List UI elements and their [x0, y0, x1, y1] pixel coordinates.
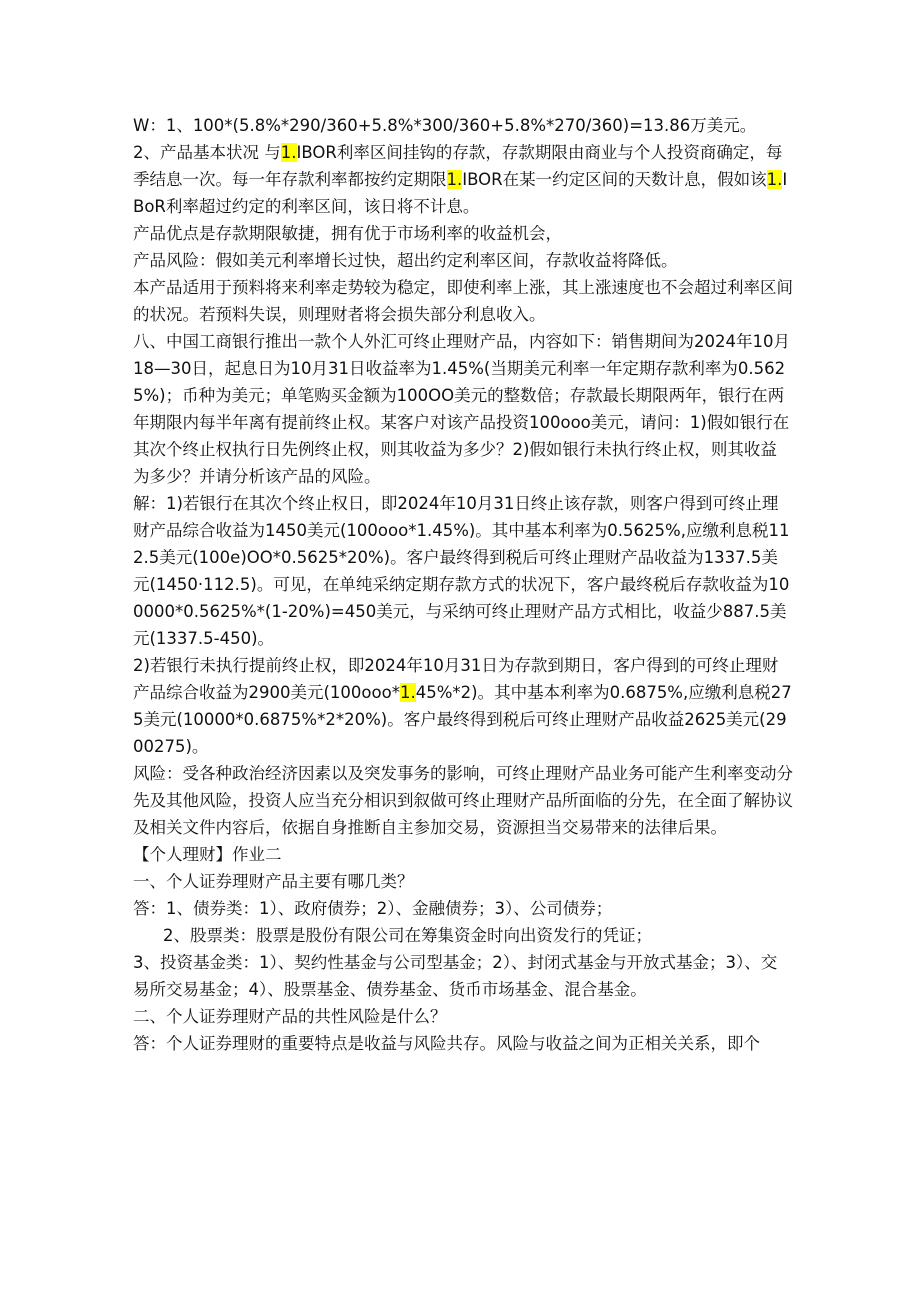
text-run: 2)若银行未执行提前终止权，即2024年10月31日为存款到期日，客户得到的可终止理财产品综合收益为2900美元(100ooo*	[133, 656, 779, 702]
text-run: 答：1、债券类：1）、政府债券；2）、金融债券；3）、公司债券；	[133, 899, 613, 918]
text-run: 一、个人证券理财产品主要有哪几类？	[133, 872, 414, 891]
highlighted-text: 1.	[280, 143, 297, 162]
text-run: 风险：受各种政治经济因素以及突发事务的影响，可终止理财产品业务可能产生利率变动分先及其他风险，投资人应当充分相识到叙做可终止理财产品所面临的分先，在全面了解协议及相关文件内容后，依据自身推断自主参加交易，资源担当交易带来的法律后果。	[133, 764, 793, 837]
text-run: 二、个人证券理财产品的共性风险是什么？	[133, 1007, 447, 1026]
text-run: IBOR利率区间挂钩的存款，存款期限由商业与个人投资商确定，每季结息一次。每一年存款利率都按约定期限	[133, 143, 783, 189]
text-run: 2、产品基本状况 与	[133, 143, 281, 162]
risk-analysis-paragraph	[133, 760, 793, 841]
question-eight-paragraph	[133, 328, 793, 490]
answer-stocks	[133, 922, 793, 949]
highlighted-text: 1.	[766, 170, 783, 189]
answer-funds	[133, 949, 793, 1003]
text-run: 产品优点是存款期限敏捷，拥有优于市场利率的收益机会，	[133, 224, 562, 243]
section-heading	[133, 841, 793, 868]
text-run: 八、中国工商银行推出一款个人外汇可终止理财产品，内容如下：销售期间为2024年10月18—30日，起息日为10月31日收益率为1.45%(当期美元利率一年定期存款利率为0.5625%)；币种为美元；单笔购买金额为100OO美元的整数倍；存款最长期限两年，银行在两年期限内每半年离有提前终止权。某客户对该产品投资100ooo美元，请问：1)假如银行在其次个终止权执行日先例终止权，则其收益为多少？2)假如银行未执行终止权，则其收益为多少？并请分析该产品的风险。	[133, 332, 790, 486]
answer-bonds	[133, 895, 793, 922]
document-body	[133, 112, 793, 1057]
highlighted-text: 1.	[446, 170, 463, 189]
text-run: 3、投资基金类：1）、契约性基金与公司型基金；2）、封闭式基金与开放式基金；3）、交易所交易基金；4）、股票基金、债券基金、货币市场基金、混合基金。	[133, 953, 778, 999]
text-run: IBOR在某一约定区间的天数计息，假如该	[462, 170, 767, 189]
solution-part-one-paragraph	[133, 490, 793, 652]
product-risk-paragraph	[133, 247, 793, 274]
answer-common-risk	[133, 1030, 793, 1057]
product-overview-paragraph	[133, 139, 793, 220]
solution-part-two-paragraph	[133, 652, 793, 760]
text-run: 本产品适用于预料将来利率走势较为稳定，即使利率上涨，其上涨速度也不会超过利率区间的状况。若预料失误，则理财者将会损失部分利息收入。	[133, 278, 793, 324]
text-run: 产品风险：假如美元利率增长过快，超出约定利率区间，存款收益将降低。	[133, 251, 678, 270]
highlighted-text: 1.	[399, 683, 416, 702]
answer-formula-line	[133, 112, 793, 139]
text-run: 答：个人证券理财的重要特点是收益与风险共存。风险与收益之间为正相关关系，即个	[133, 1034, 760, 1053]
product-suitability-paragraph	[133, 274, 793, 328]
text-run: 解：1)若银行在其次个终止权日，即2024年10月31日终止该存款，则客户得到可终止理财产品综合收益为1450美元(100ooo*1.45%)。其中基本利率为0.5625%,应缴利息税112.5美元(100e)OO*0.5625*20%)。客户最终得到税后可终止理财产品收益为1337.5美元(1450·112.5)。可见，在单纯采纳定期存款方式的状况下，客户最终税后存款收益为100000*0.5625%*(1-20%)=450美元，与采纳可终止理财产品方式相比，收益少887.5美元(1337.5-450)。	[133, 494, 790, 648]
question-two	[133, 1003, 793, 1030]
product-advantage-paragraph	[133, 220, 793, 247]
question-one	[133, 868, 793, 895]
text-run: W：1、100*(5.8%*290/360+5.8%*300/360+5.8%*270/360)=13.86万美元。	[133, 116, 757, 135]
text-run: 2、股票类：股票是股份有限公司在筹集资金时向出资发行的凭证；	[163, 926, 652, 945]
text-run: 【个人理财】作业二	[133, 845, 282, 864]
text-run: IBoR利率超过约定的利率区间，该日将不计息。	[133, 170, 788, 216]
text-run: 45%*2)。其中基本利率为0.6875%,应缴利息税275美元(10000*0.6875%*2*20%)。客户最终得到税后可终止理财产品收益2625美元(2900275)。	[133, 683, 792, 756]
